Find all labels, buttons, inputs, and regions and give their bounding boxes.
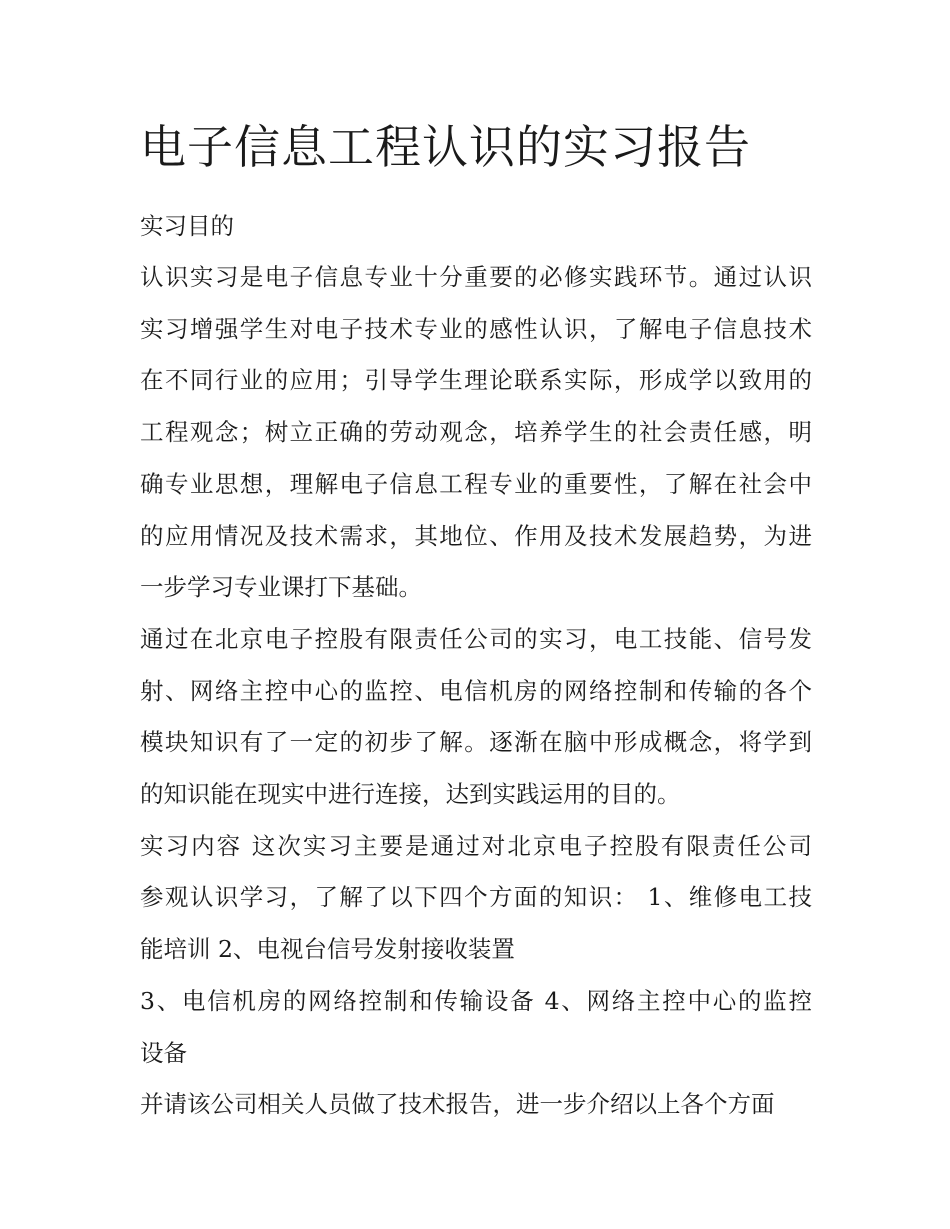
text-line: 的知识能在现实中进行连接，达到实践运用的目的。 <box>140 780 681 809</box>
text-line: 工程观念；树立正确的劳动观念，培养学生的社会责任感，明 <box>140 418 812 447</box>
paragraph-technical-report <box>140 1079 812 1131</box>
paragraph-purpose <box>140 252 812 614</box>
text-line: 实习内容 这次实习主要是通过对北京电子控股有限责任公司 <box>140 831 812 860</box>
text-line: 射、网络主控中心的监控、电信机房的网络控制和传输的各个 <box>140 676 812 705</box>
paragraph-internship-content <box>140 821 812 976</box>
text-line: 一步学习专业课打下基础。 <box>140 573 422 602</box>
document-content <box>140 112 812 1131</box>
section-heading: 实习目的 <box>140 212 234 240</box>
text-line: 实习增强学生对电子技术专业的感性认识，了解电子信息技术 <box>140 314 812 343</box>
text-line: 并请该公司相关人员做了技术报告，进一步介绍以上各个方面 <box>140 1090 775 1119</box>
text-line: 3、电信机房的网络控制和传输设备 4、网络主控中心的监控 <box>140 986 812 1015</box>
text-line: 参观认识学习，了解了以下四个方面的知识： 1、维修电工技 <box>140 883 812 912</box>
text-line: 确专业思想，理解电子信息工程专业的重要性，了解在社会中 <box>140 469 812 498</box>
document-title: 电子信息工程认识的实习报告 <box>140 120 751 174</box>
text-line: 设备 <box>140 1038 187 1067</box>
text-line: 的应用情况及技术需求，其地位、作用及技术发展趋势，为进 <box>140 521 812 550</box>
text-line: 认识实习是电子信息专业十分重要的必修实践环节。通过认识 <box>140 263 812 291</box>
paragraph-equipment <box>140 976 812 1079</box>
text-line: 能培训 2、电视台信号发射接收装置 <box>140 935 515 964</box>
paragraph-company-internship <box>140 614 812 821</box>
text-line: 模块知识有了一定的初步了解。逐渐在脑中形成概念，将学到 <box>140 728 812 757</box>
text-line: 在不同行业的应用；引导学生理论联系实际，形成学以致用的 <box>140 366 812 395</box>
text-line: 通过在北京电子控股有限责任公司的实习，电工技能、信号发 <box>140 624 812 653</box>
